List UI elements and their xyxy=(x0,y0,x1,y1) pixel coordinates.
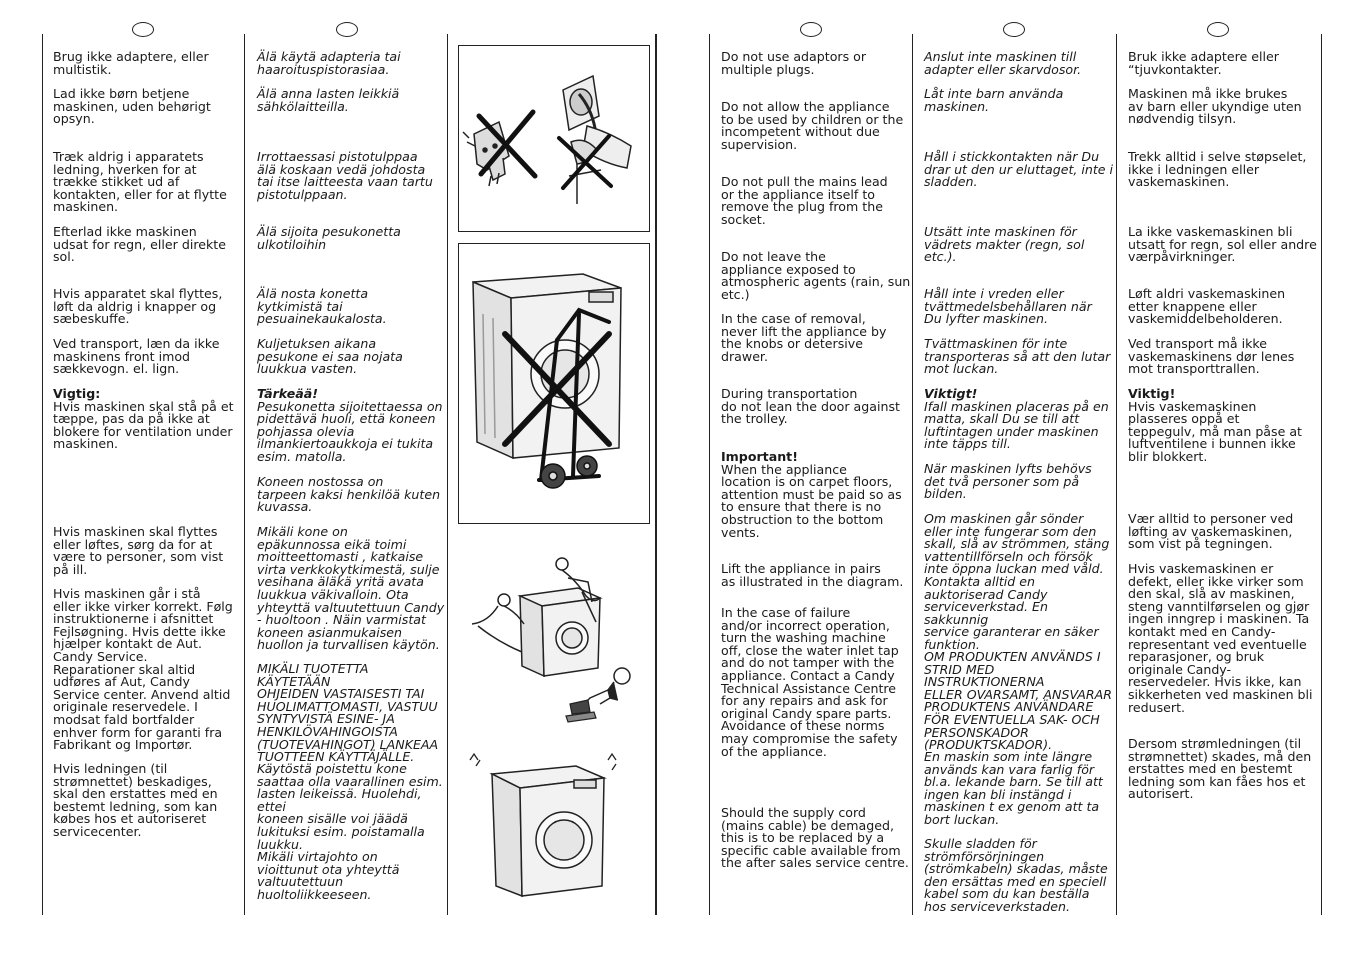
da-important-text: Hvis maskinen skal stå på et tæppe, pas da på ikke at blokere for ventilation under maskinen. xyxy=(53,398,234,452)
en-important xyxy=(721,451,911,539)
da-transport: Ved transport, læn da ikke maskinens front imod sækkevogn. el. lign. xyxy=(53,336,220,377)
no-important-heading: Viktig! xyxy=(1128,386,1176,401)
sv-important-heading: Viktigt! xyxy=(924,386,978,401)
sv-failure: Om maskinen går sönder eller inte fungerar som den skall, slå av strömmen, stäng vattentillförseln och försök inte öppna luckan med våld. Kontakta alltid en auktoriserad Candy serviceverkstad. En sakkunnig service garanterar en säker funktion. xyxy=(924,511,1110,652)
fi-important xyxy=(257,388,445,464)
divider-left-edge xyxy=(42,34,43,915)
fi-failure: Mikäli kone on epäkunnossa eikä toimi moitteettomasti , katkaise virta verkkokytkimestä, sulje vesihana äläkä yritä avata luukkua väkivalloin. Ota yhteyttä valtuutettuun Candy - huoltoon . Näin varmistat koneen asianmukaisen huollon ja turvallisen käytön. xyxy=(257,524,445,653)
language-marker-no xyxy=(1207,22,1229,37)
en-pull-plug: Do not pull the mains lead or the appliance itself to remove the plug from the socket. xyxy=(721,174,888,227)
sv-weather: Utsätt inte maskinen för vädrets makter (regn, sol etc.). xyxy=(924,224,1085,265)
fi-supply-cord: Mikäli virtajohto on vioittunut ota yhteyttä valtuutettuun huoltoliikkeeseen. xyxy=(257,849,400,902)
adaptor-plug-icon xyxy=(463,122,509,186)
illustration-trolley xyxy=(459,244,649,523)
no-pull-plug: Trekk alltid i selve støpselet, ikke i ledningen eller vaskemaskinen. xyxy=(1128,149,1307,190)
da-pull-plug: Træk aldrig i apparatets ledning, hverken for at trække stikket ud af kontakten, eller for at flytte maskinen. xyxy=(53,149,227,215)
no-children: Maskinen må ikke brukes av barn eller ukyndige uten nødvendig tilsyn. xyxy=(1128,86,1302,127)
fi-important-text: Pesukonetta sijoitettaessa on pidettävä huoli, että koneen pohjassa olevia ilmankiertoaukkoja ei tukita esim. matolla. xyxy=(257,398,443,464)
da-important xyxy=(53,388,241,451)
da-two-persons: Hvis maskinen skal flyttes eller løftes, sørg da for at være to personer, som vist på ill. xyxy=(53,524,224,577)
no-failure: Hvis vaskemaskinen er defekt, eller ikke virker som den skal, slå av maskinen, steng vanntilførselen og gjør ingen inngrep i maskinen. Ta kontakt med en Candy- representant ved eventuelle reparasjoner, og bruk originale Candy- reservedeler. Hvis ikke, kan sikkerheten ved maskinen bli redusert. xyxy=(1128,561,1313,715)
da-lifting: Hvis apparatet skal flyttes, løft da aldrig i knapper og sæbeskuffe. xyxy=(53,286,223,327)
fi-children: Älä anna lasten leikkiä sähkölaitteilla. xyxy=(257,86,400,114)
en-no-adaptors: Do not use adaptors or multiple plugs. xyxy=(721,49,867,77)
sv-liability: OM PRODUKTEN ANVÄNDS I STRID MED INSTRUKTIONERNA ELLER OVARSAMT, ANSVARAR PRODUKTENS ANVÄNDARE FÖR EVENTUELLA SAK- OCH PERSONSKADOR (PRODUKTSKADOR). xyxy=(924,649,1112,753)
fi-transport: Kuljetuksen aikana pesukone ei saa nojata luukkua vasten. xyxy=(257,336,403,377)
fi-important-heading: Tärkeää! xyxy=(257,386,319,401)
divider-da-fi xyxy=(244,34,245,915)
no-two-persons: Vær alltid to personer ved løfting av vaskemaskinen, som vist på tegningen. xyxy=(1128,511,1294,552)
en-important-text: When the appliance location is on carpet floors, attention must be paid so as to ensure that there is no obstruction to the bottom vents. xyxy=(721,461,902,540)
illustration-service-call xyxy=(458,660,650,910)
no-lifting: Løft aldri vaskemaskinen etter knappene eller vaskemiddelbeholderen. xyxy=(1128,286,1286,327)
illustration-trolley-frame xyxy=(458,243,650,524)
language-marker-sv xyxy=(1003,22,1025,37)
washing-machine-icon xyxy=(492,766,604,896)
da-weather: Efterlad ikke maskinen udsat for regn, eller direkte sol. xyxy=(53,224,226,265)
illustration-plug-adaptor xyxy=(459,46,649,231)
trolley-wheel-icon xyxy=(541,456,597,488)
sv-important-text: Ifall maskinen placeras på en matta, skall Du se till att luftintagen under maskinen inte täpps till. xyxy=(924,398,1109,452)
da-failure: Hvis maskinen går i stå eller ikke virker korrekt. Følg instruktionerne i afsnittet Fejlsøgning. Hvis dette ikke hjælper kontakt de Aut. Candy Service. Reparationer skal altid udføres af Aut, Candy Service center. Anvend altid originale reservedele. I modsat fald bortfalder enhver form for garanti fra Fabrikant og Importør. xyxy=(53,586,233,753)
sv-no-adaptors: Anslut inte maskinen till adapter eller skarvdosor. xyxy=(924,49,1082,77)
divider-sv-no xyxy=(1116,34,1117,915)
sv-disposal: En maskin som inte längre används kan vara farlig för bl.a. lekande barn. Se till att ingen kan bli instängd i maskinen t ex genom att ta bort luckan. xyxy=(924,749,1103,827)
vibration-lines xyxy=(470,754,616,770)
da-no-adaptors: Brug ikke adaptere, eller multistik. xyxy=(53,49,209,77)
en-important-heading: Important! xyxy=(721,449,798,464)
fi-lifting: Älä nosta konetta kytkimistä tai pesuainekaukalosta. xyxy=(257,286,387,327)
en-transport: During transportation do not lean the door against the trolley. xyxy=(721,386,900,427)
no-supply-cord: Dersom strømledningen (til strømnettet) skades, må den erstattes med en bestemt ledning som kan fåes hos et autorisert. xyxy=(1128,736,1312,802)
divider-fi-illustrations xyxy=(447,34,448,915)
en-failure: In the case of failure and/or incorrect operation, turn the washing machine off, close the water inlet tap and do not tamper with the appliance. Contact a Candy Technical Assistance Centre for any repairs and ask for original Candy spare parts. Avoidance of these norms may compromise the safety of the appliance. xyxy=(721,605,899,759)
sv-children: Låt inte barn använda maskinen. xyxy=(924,86,1064,114)
wall-socket-icon xyxy=(563,76,631,168)
language-marker-da xyxy=(132,22,154,37)
sv-two-persons: När maskinen lyfts behövs det två personer som på bilden. xyxy=(924,461,1092,502)
sv-important xyxy=(924,388,1114,451)
language-marker-fi xyxy=(336,22,358,37)
no-no-adaptors: Bruk ikke adaptere eller “tjuvkontakter. xyxy=(1128,49,1279,77)
fi-two-persons: Koneen nostossa on tarpeen kaksi henkilöä kuten kuvassa. xyxy=(257,474,441,515)
en-children: Do not allow the appliance to be used by children or the incompetent without due supervision. xyxy=(721,99,904,152)
divider-right-edge xyxy=(1321,34,1322,915)
no-important-text: Hvis vaskemaskinen plasseres oppå et teppegulv, må man påse at luftventilene i bunnen ikke blir blokkert. xyxy=(1128,398,1302,464)
sv-supply-cord: Skulle sladden för strömförsörjningen (strömkabeln) skadas, måste den ersättas med en speciell kabel som du kan beställa hos serviceverkstaden. xyxy=(924,836,1108,914)
fi-no-adaptors: Älä käytä adapteria tai haaroituspistorasiaa. xyxy=(257,49,401,77)
sv-transport: Tvättmaskinen för inte transporteras så att den lutar mot luckan. xyxy=(924,336,1111,377)
en-lifting: In the case of removal, never lift the appliance by the knobs or detersive drawer. xyxy=(721,311,887,364)
fi-liability: MIKÄLI TUOTETTA KÄYTETÄÄN OHJEIDEN VASTAISESTI TAI HUOLIMATTOMASTI, VASTUU SYNTYVISTÄ ESINE- JA HENKILÖVAHINGOISTA (TUOTEVAHINGOT) LANKEAA TUOTTEEN KÄYTTÄJÄLLE. xyxy=(257,661,439,765)
en-supply-cord: Should the supply cord (mains cable) be demaged, this is to be replaced by a specific cable available from the after sales service centre. xyxy=(721,805,909,871)
sv-pull-plug: Håll i stickkontakten när Du drar ut den ur eluttaget, inte i sladden. xyxy=(924,149,1114,190)
fi-disposal: Käytöstä poistettu kone saattaa olla vaarallinen esim. lasten leikeissä. Huolehdi, ettei koneen sisälle voi jäädä lukituksi esim. poistamalla luukku. xyxy=(257,761,443,852)
divider-en-sv xyxy=(912,34,913,915)
en-two-persons: Lift the appliance in pairs as illustrated in the diagram. xyxy=(721,561,904,589)
da-children: Lad ikke børn betjene maskinen, uden behørigt opsyn. xyxy=(53,86,211,127)
en-weather: Do not leave the appliance exposed to atmospheric agents (rain, sun etc.) xyxy=(721,249,911,302)
sv-lifting: Håll inte i vreden eller tvättmedelsbehållaren när Du lyfter maskinen. xyxy=(924,286,1092,327)
language-marker-en xyxy=(800,22,822,37)
fi-pull-plug: Irrottaessasi pistotulppaa älä koskaan vedä johdosta tai itse laitteesta vaan tartu pistotulppaan. xyxy=(257,149,433,202)
no-transport: Ved transport må ikke vaskemaskinens dør lenes mot transporttrallen. xyxy=(1128,336,1295,377)
no-important xyxy=(1128,388,1318,464)
no-weather: La ikke vaskemaskinen bli utsatt for regn, sol eller andre værpåvirkninger. xyxy=(1128,224,1317,265)
divider-page-fold xyxy=(655,34,657,915)
illustration-plug-adaptor-frame xyxy=(458,45,650,232)
divider-en-left xyxy=(709,34,710,915)
da-supply-cord: Hvis ledningen (til strømnettet) beskadiges, skal den erstattes med en bestemt ledning, som kan købes hos et autoriseret servicecenter. xyxy=(53,761,218,839)
tap-icon xyxy=(566,700,596,722)
fi-weather: Älä sijoita pesukonetta ulkotiloihin xyxy=(257,224,401,252)
da-important-heading: Vigtig: xyxy=(53,386,101,401)
